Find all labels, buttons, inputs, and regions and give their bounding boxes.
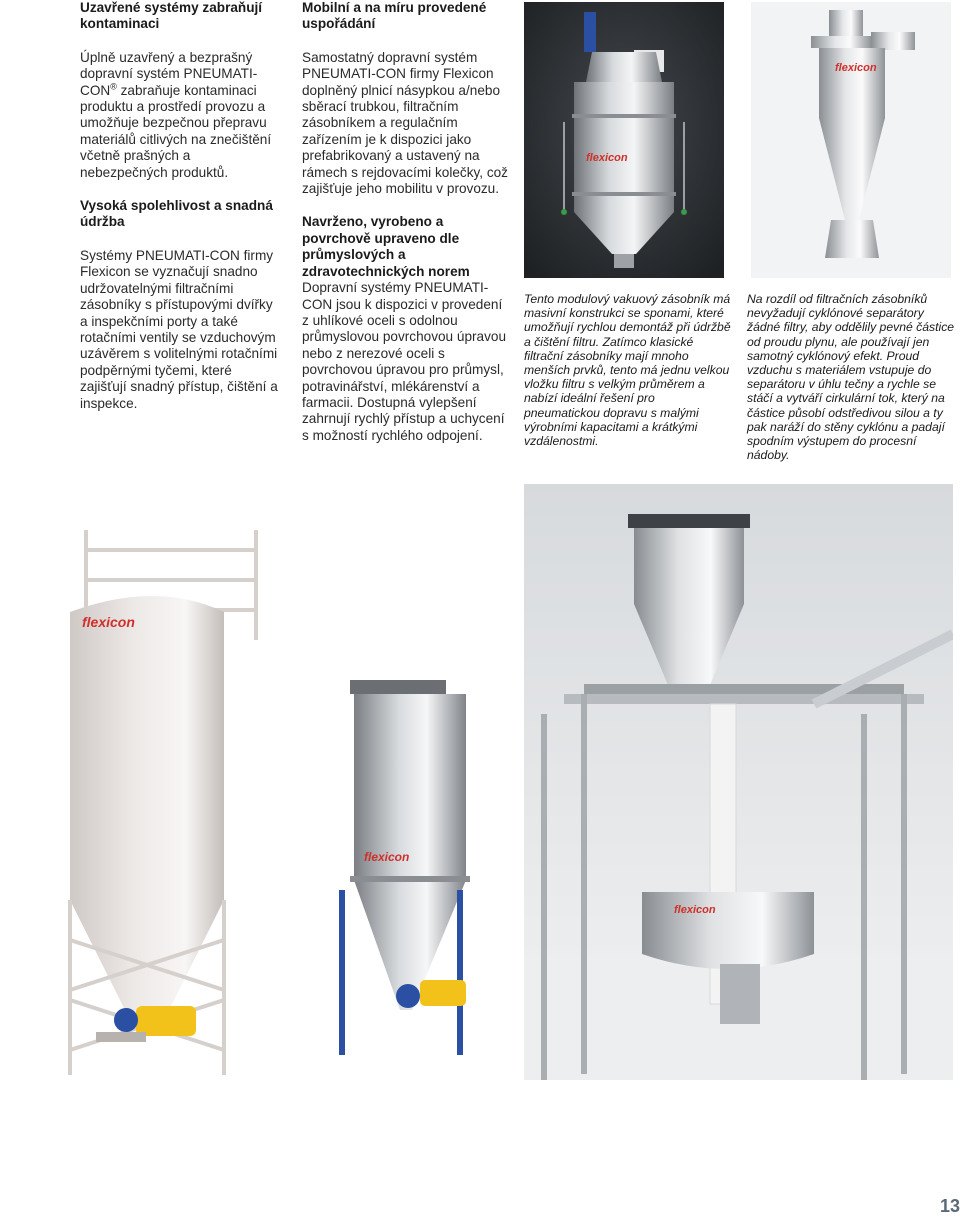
heading-reliability: Vysoká spolehlivost a snadná údržba	[80, 198, 273, 230]
paragraph-closed-systems: Úplně uzavřený a bezprašný dopravní systém PNEUMATI-CON® zabraňuje kontaminaci produktu a prostředí provozu a umožňuje bezpečnou přepravu materiálů citlivých na znečištění včetně prašných a nebezpečných produktů.	[80, 49, 272, 180]
caption-filter-receiver: Tento modulový vakuový zásobník má masivní konstrukci se sponami, které umožňují rychlou demontáž při údržbě a čištění filtru. Zatímco klasické filtrační zásobníky mají mnoho menších prvků, tento má jednu velkou vložku filtru s velkým průměrem a nabízí ideální řešení pro pneumatickou dopravu s malými výrobními kapacitami a krátkými vzdálenostmi.	[524, 292, 731, 449]
heading-standards: Navrženo, vyrobeno a povrchově upraveno dle průmyslových a zdravotechnických norem	[302, 214, 470, 279]
heading-closed-systems: Uzavřené systémy zabraňují kontaminaci	[80, 0, 263, 32]
photo-installation	[524, 484, 953, 1080]
logo-blue-frame-receiver: flexicon	[364, 850, 410, 864]
logo-filter-receiver: flexicon	[586, 152, 628, 164]
caption-cyclone: Na rozdíl od filtračních zásobníků nevyžadují cyklónové separátory žádné filtry, aby oddělily pevné částice od proudu plynu, ale používají jen samotný cyklónový efekt. Proud vzduchu s materiálem vstupuje do separátoru v úhlu tečny a rychle se stáčí a vytváří cirkulární tok, který na částice působí odstředivou silou a ty pak naráží do stěny cyklónu a padají spodním výstupem do procesní nádoby.	[747, 292, 955, 463]
photo-blue-frame-receiver	[320, 660, 480, 1060]
cyclone-illustration	[751, 2, 951, 278]
paragraph-standards: Dopravní systémy PNEUMATI-CON jsou k dispozici v provedení z uhlíkové oceli s odolnou průmyslovou povrchovou úpravou nebo z nerezové oceli s povrchovou úpravou pro průmysl, potravinářství, mlékárenství a farmacii. Dostupná vylepšení zahrnují rychlý přístup a uchycení s možností rychlého odpojení.	[302, 280, 507, 443]
photo-silo	[56, 520, 286, 1080]
column-1	[80, 0, 280, 412]
paragraph-reliability: Systémy PNEUMATI-CON firmy Flexicon se vyznačují snadno udržovatelnými filtračními zásobníky s přístupovými dvířky a inspekčními porty a také rotačními ventily se vzduchovým uzávěrem s volitelnými rotačními podpěrnými tyčemi, které zajišťují snadný přístup, čištění a inspekce.	[80, 247, 278, 411]
photo-cyclone	[751, 2, 951, 278]
photo-filter-receiver	[524, 2, 724, 278]
logo-cyclone: flexicon	[835, 62, 877, 74]
filter-receiver-illustration	[524, 2, 724, 278]
page-number: 13	[939, 1196, 960, 1216]
logo-silo: flexicon	[82, 614, 135, 630]
installation-illustration	[524, 484, 953, 1080]
silo-illustration	[56, 520, 286, 1080]
logo-installation: flexicon	[674, 904, 716, 916]
column-2	[302, 0, 510, 444]
heading-mobile: Mobilní a na míru provedené uspořádání	[302, 0, 487, 32]
paragraph-mobile: Samostatný dopravní systém PNEUMATI-CON firmy Flexicon doplněný plnicí násypkou a/nebo sběrací trubkou, filtračním zásobníkem a regulačním zařízením je k dispozici jako prefabrikovaný a ustavený na rámech s rejdovacími kolečky, což zajišťuje jeho mobilitu v provozu.	[302, 49, 508, 197]
